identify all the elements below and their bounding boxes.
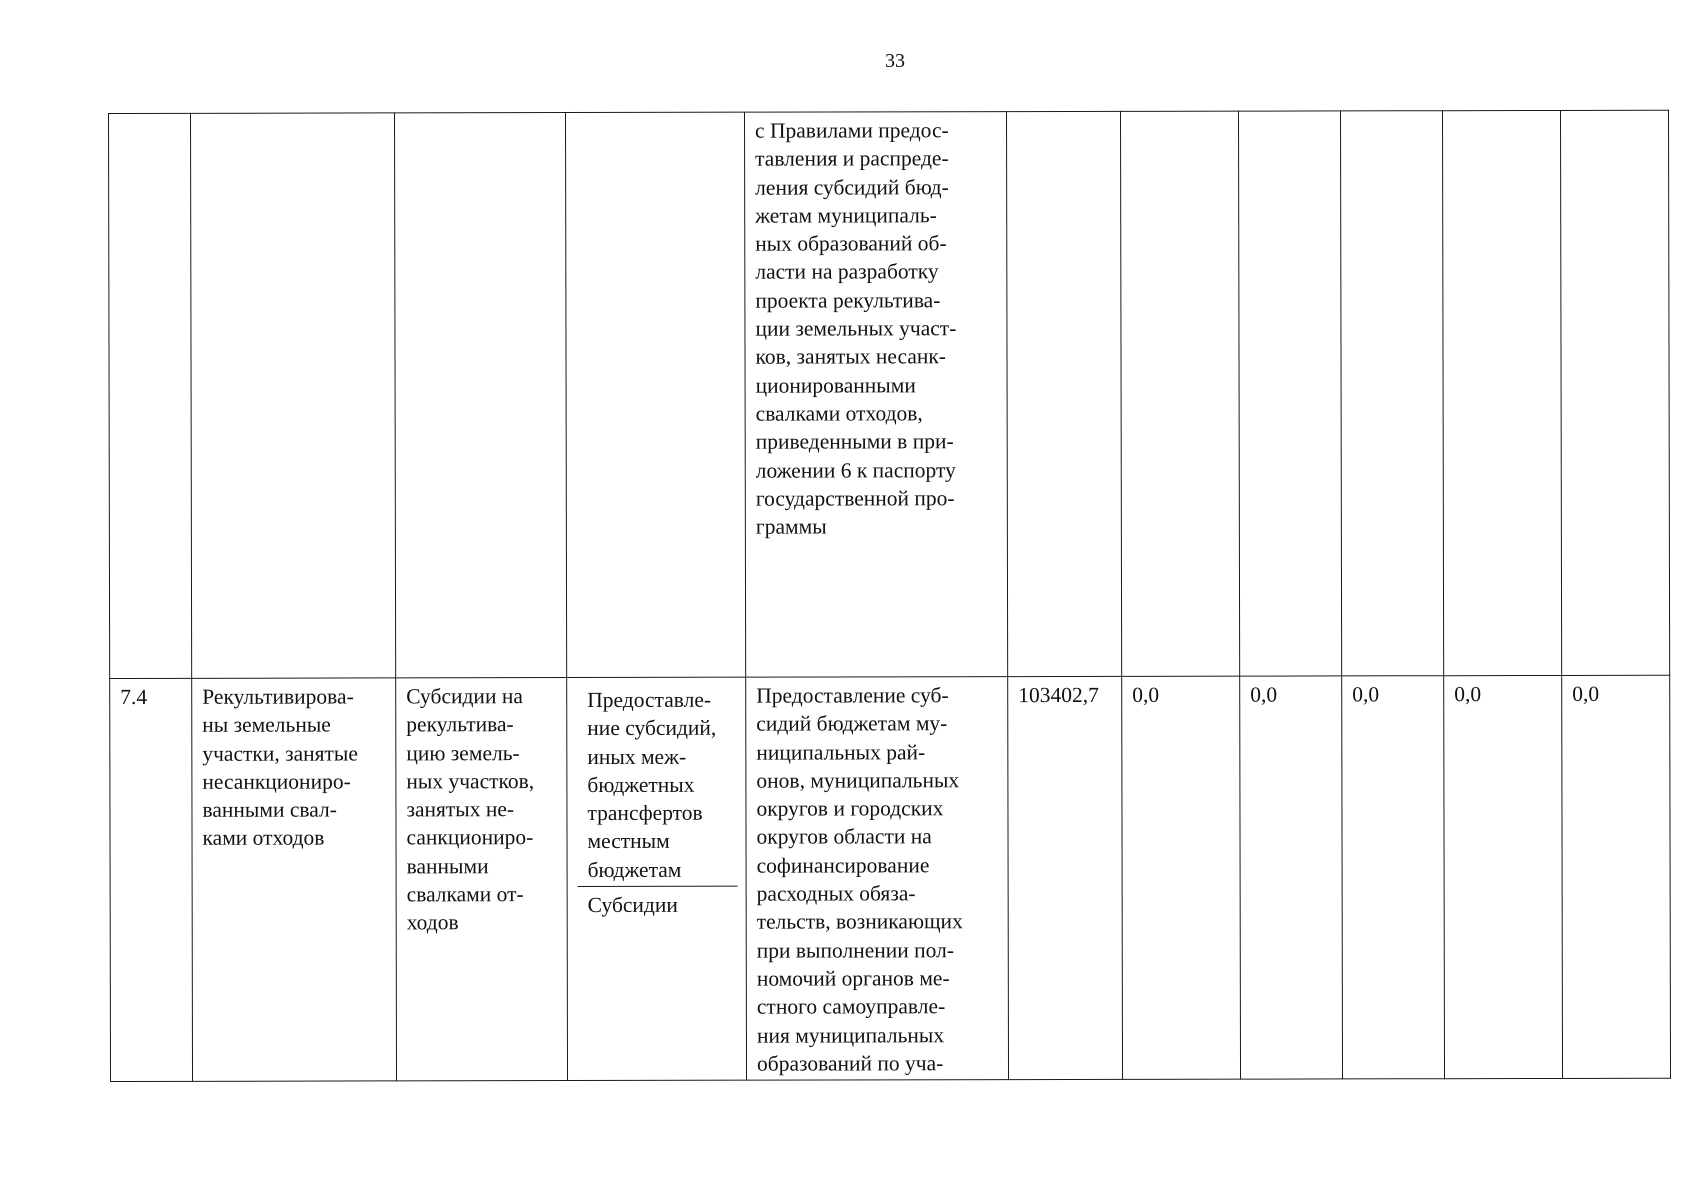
cell-amount-total: 103402,7 <box>1008 676 1123 1079</box>
cell-amount-year-2: 0,0 <box>1240 676 1343 1079</box>
text-line: ции земельных участ- <box>755 316 957 341</box>
text-line: тельств, возникающих <box>756 909 963 935</box>
text-line: сидий бюджетам му- <box>756 711 948 736</box>
type-description <box>577 682 737 887</box>
text-line: номочий органов ме- <box>756 966 950 991</box>
text-line: проекта рекультива- <box>755 288 941 313</box>
cell-type <box>567 677 747 1081</box>
cell-amount-year-4: 0,0 <box>1444 675 1563 1078</box>
text-line: несанкциониро- <box>202 769 351 794</box>
text-line: округов области на <box>756 824 932 850</box>
text-line: санкциониро- <box>406 825 534 850</box>
cell-amount-year-3 <box>1340 111 1443 676</box>
cell-amount-year-5: 0,0 <box>1562 675 1671 1078</box>
page-number: 33 <box>885 50 905 72</box>
text-line: при выполнении пол- <box>756 937 955 963</box>
text-line: свалками от- <box>406 882 524 907</box>
text-line: ных образований об- <box>755 231 947 256</box>
text-line: ложении 6 к паспорту <box>755 457 956 483</box>
text-line: ниципальных рай- <box>756 739 926 765</box>
text-line: ления субсидий бюд- <box>755 174 949 200</box>
type-subcategory <box>578 887 738 922</box>
cell-number <box>109 113 192 678</box>
text-line: государственной про- <box>755 486 955 511</box>
text-line: стного самоуправле- <box>756 994 946 1019</box>
text-line: округов и городских <box>756 796 944 821</box>
program-table <box>108 110 1671 1082</box>
cell-amount-year-3: 0,0 <box>1342 676 1445 1079</box>
text-line: ние субсидий, <box>587 716 717 741</box>
cell-number: 7.4 <box>110 678 193 1081</box>
text-line: свалками отходов, <box>755 401 923 426</box>
text-line: местным <box>587 829 670 854</box>
text-line: жетам муниципаль- <box>755 203 937 228</box>
text-line: софинансирование <box>756 853 930 878</box>
cell-result <box>192 678 397 1082</box>
text-line: ванными свал- <box>202 797 337 822</box>
text-line: тавления и распреде- <box>755 146 949 171</box>
text-line: образований по уча- <box>756 1051 944 1076</box>
cell-description <box>744 112 1007 678</box>
text-line: бюджетных <box>587 772 695 797</box>
table-row-7-4 <box>110 675 1671 1081</box>
cell-amount-year-2 <box>1238 111 1341 676</box>
text-line: онов, муниципальных <box>756 768 960 793</box>
cell-measure <box>396 678 568 1082</box>
text-line: участки, занятые <box>202 741 358 766</box>
cell-amount-year-4 <box>1442 110 1561 675</box>
text-line: рекультива- <box>406 712 514 737</box>
cell-description <box>746 677 1009 1081</box>
text-line: Предоставление суб- <box>756 683 949 708</box>
text-line: расходных обяза- <box>756 881 916 906</box>
text-line: ков, занятых несанк- <box>755 344 946 370</box>
cell-amount-year-1 <box>1120 111 1239 676</box>
text-line: цию земель- <box>406 740 520 765</box>
text-line: занятых не- <box>406 797 515 822</box>
text-line: Субсидии <box>587 892 678 918</box>
text-line: с Правилами предос- <box>755 118 949 143</box>
text-line: Рекультивирова- <box>202 684 354 709</box>
text-line: ны земельные <box>202 712 331 738</box>
text-line: граммы <box>755 514 827 539</box>
text-line: трансфертов <box>587 800 703 826</box>
text-line: Предоставле- <box>587 687 712 712</box>
text-line: ных участков, <box>406 768 535 794</box>
cell-measure <box>395 113 567 678</box>
text-line: ционированными <box>755 372 916 398</box>
cell-type <box>566 112 746 677</box>
text-line: ванными <box>406 853 489 879</box>
text-line: иных меж- <box>587 744 687 769</box>
text-line: ходов <box>406 910 459 935</box>
table-row-continuation <box>109 110 1670 678</box>
cell-amount-year-5 <box>1560 110 1669 675</box>
cell-result <box>191 113 396 678</box>
text-line: ния муниципальных <box>756 1022 945 1048</box>
text-line: ласти на разработку <box>755 259 939 285</box>
text-line: ками отходов <box>202 826 325 851</box>
cell-amount-total <box>1006 111 1121 676</box>
cell-amount-year-1: 0,0 <box>1122 676 1241 1079</box>
text-line: приведенными в при- <box>755 429 954 454</box>
text-line: бюджетам <box>587 857 682 882</box>
text-line: Субсидии на <box>406 684 523 709</box>
